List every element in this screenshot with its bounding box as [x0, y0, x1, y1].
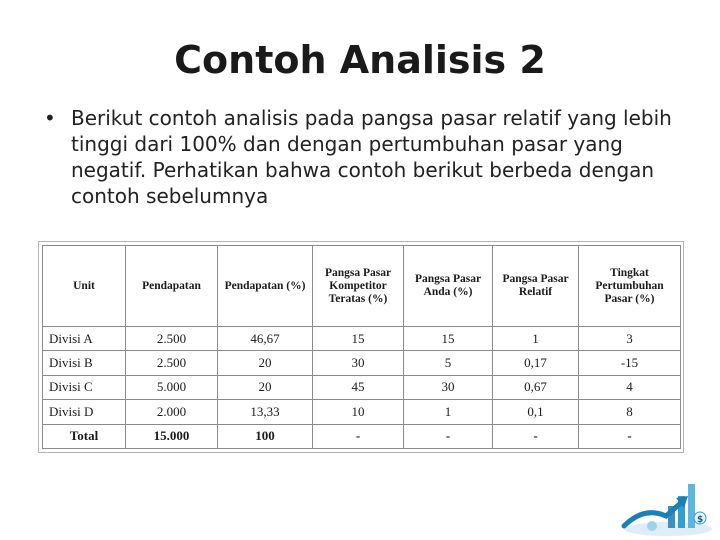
table-cell: Divisi B: [43, 351, 126, 375]
table-cell: -: [493, 424, 579, 448]
analysis-table-frame: [38, 241, 684, 453]
table-cell: Total: [43, 424, 126, 448]
table-cell: 8: [579, 400, 681, 424]
table-cell: 13,33: [218, 400, 313, 424]
col-header-pangsa-relatif: Pangsa Pasar Relatif: [493, 246, 579, 327]
analysis-table: [42, 245, 681, 449]
table-cell: 2.500: [126, 351, 218, 375]
table-cell: 0,17: [493, 351, 579, 375]
table-cell: 10: [313, 400, 404, 424]
table-row: [43, 351, 681, 375]
table-cell: -15: [579, 351, 681, 375]
table-cell: 4: [579, 375, 681, 399]
table-cell: 46,67: [218, 327, 313, 351]
table-cell: -: [313, 424, 404, 448]
table-cell: 15: [404, 327, 493, 351]
table-cell: 2.500: [126, 327, 218, 351]
col-header-pendapatan-pct: Pendapatan (%): [218, 246, 313, 327]
col-header-pendapatan: Pendapatan: [126, 246, 218, 327]
col-header-pangsa-kompetitor: Pangsa Pasar Kompetitor Teratas (%): [313, 246, 404, 327]
table-cell: Divisi C: [43, 375, 126, 399]
table-row: [43, 375, 681, 399]
table-cell: 2.000: [126, 400, 218, 424]
table-cell: 30: [313, 351, 404, 375]
table-cell: 1: [404, 400, 493, 424]
table-cell: -: [404, 424, 493, 448]
table-cell: 0,67: [493, 375, 579, 399]
table-cell: 5: [404, 351, 493, 375]
table-cell: 100: [218, 424, 313, 448]
bullet-dot-icon: •: [44, 106, 56, 130]
table-cell: 15: [313, 327, 404, 351]
svg-text:$: $: [697, 515, 704, 525]
table-cell: 3: [579, 327, 681, 351]
table-row: [43, 400, 681, 424]
slide-title: Contoh Analisis 2: [174, 38, 546, 82]
table-cell: Divisi A: [43, 327, 126, 351]
table-cell: 15.000: [126, 424, 218, 448]
table-cell: 5.000: [126, 375, 218, 399]
table-cell: 1: [493, 327, 579, 351]
business-chart-arrow-icon: [616, 476, 716, 538]
bullet-point: [44, 105, 694, 209]
bullet-text: Berikut contoh analisis pada pangsa pasar relatif yang lebih tinggi dari 100% dan dengan pertumbuhan pasar yang negatif. Perhatikan bahwa contoh berikut berbeda dengan contoh sebelumnya: [71, 106, 672, 208]
table-cell: 20: [218, 375, 313, 399]
table-row: [43, 327, 681, 351]
table-cell: 20: [218, 351, 313, 375]
table-total-row: [43, 424, 681, 448]
table-cell: Divisi D: [43, 400, 126, 424]
table-cell: 0,1: [493, 400, 579, 424]
col-header-unit: Unit: [43, 246, 126, 327]
table-cell: 30: [404, 375, 493, 399]
col-header-pangsa-anda: Pangsa Pasar Anda (%): [404, 246, 493, 327]
table-cell: -: [579, 424, 681, 448]
col-header-pertumbuhan: Tingkat Pertumbuhan Pasar (%): [579, 246, 681, 327]
table-cell: 45: [313, 375, 404, 399]
table-header-row: [43, 246, 681, 327]
